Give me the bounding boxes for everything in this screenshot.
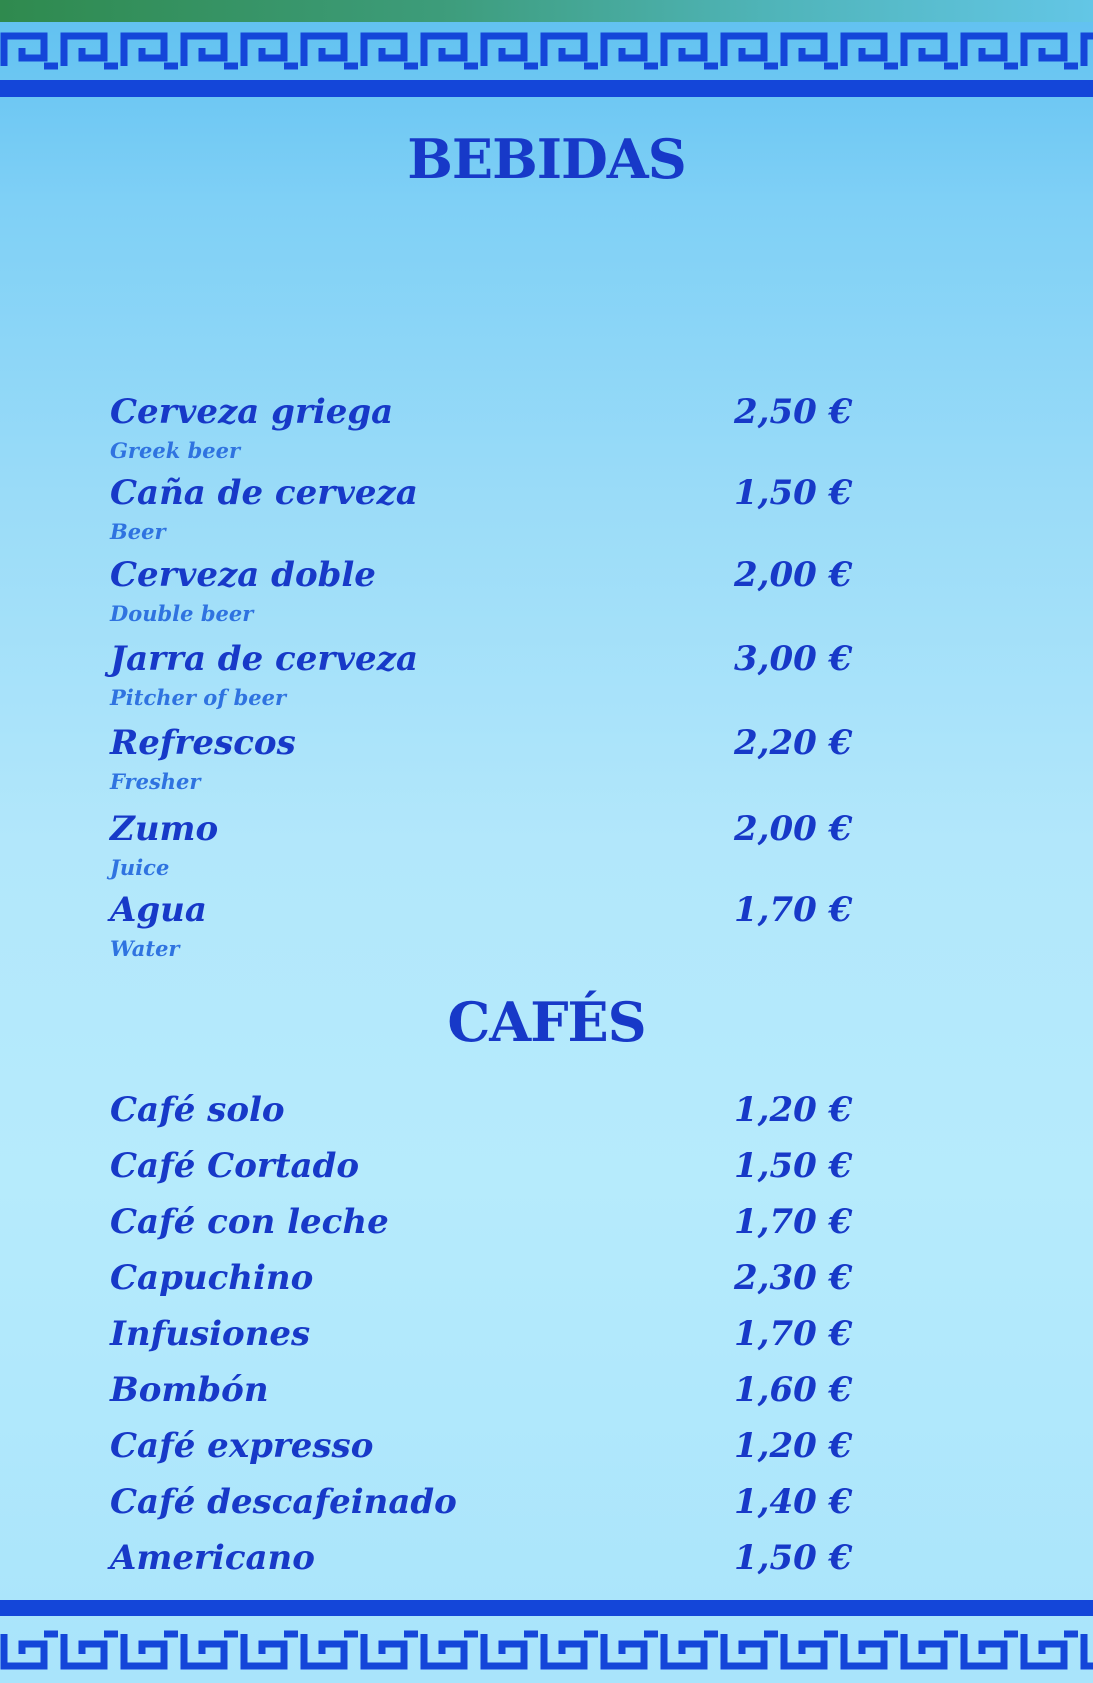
item-price: 1,40 € — [734, 1482, 853, 1522]
item-price: 2,00 € — [734, 555, 853, 595]
item-name: Bombón — [110, 1370, 269, 1410]
item-price: 2,50 € — [734, 392, 853, 432]
item-name: Zumo — [110, 809, 219, 849]
menu-item — [110, 392, 853, 463]
item-name: Café con leche — [110, 1202, 389, 1242]
menu-item — [110, 639, 853, 710]
top-border-rule — [0, 80, 1093, 97]
item-price: 1,50 € — [734, 1538, 853, 1578]
bottom-border-rule — [0, 1600, 1093, 1616]
item-price: 2,00 € — [734, 809, 853, 849]
item-price: 2,20 € — [734, 723, 853, 763]
menu-item — [110, 1426, 853, 1472]
item-translation: Juice — [110, 855, 170, 880]
item-name: Café descafeinado — [110, 1482, 457, 1522]
item-name: Americano — [110, 1538, 315, 1578]
item-translation: Fresher — [110, 769, 201, 794]
item-name: Café expresso — [110, 1426, 374, 1466]
section-title-cafes: CAFÉS — [447, 990, 646, 1054]
item-translation: Beer — [110, 519, 166, 544]
item-price: 2,30 € — [734, 1258, 853, 1298]
greek-key-border-top — [0, 22, 1093, 80]
item-price: 3,00 € — [734, 639, 853, 679]
menu-item — [110, 809, 853, 880]
item-name: Cerveza doble — [110, 555, 376, 595]
top-decor-strip — [0, 0, 1093, 22]
greek-key-border-bottom — [0, 1622, 1093, 1680]
menu-item — [110, 1538, 853, 1584]
menu-item — [110, 473, 853, 544]
item-name: Jarra de cerveza — [110, 639, 419, 679]
item-name: Café solo — [110, 1090, 285, 1130]
menu-item — [110, 890, 853, 961]
item-name: Café Cortado — [110, 1146, 360, 1186]
item-price: 1,70 € — [734, 1314, 853, 1354]
item-price: 1,50 € — [734, 1146, 853, 1186]
item-name: Cerveza griega — [110, 392, 394, 432]
item-name: Capuchino — [110, 1258, 314, 1298]
menu-item — [110, 1202, 853, 1248]
item-price: 1,70 € — [734, 890, 853, 930]
item-name: Caña de cerveza — [110, 473, 418, 513]
item-translation: Double beer — [110, 601, 254, 626]
menu-item — [110, 555, 853, 626]
item-price: 1,20 € — [734, 1090, 853, 1130]
item-name: Agua — [110, 890, 207, 930]
menu-item — [110, 1314, 853, 1360]
menu-item — [110, 1258, 853, 1304]
item-translation: Pitcher of beer — [110, 685, 287, 710]
menu-item — [110, 1370, 853, 1416]
item-name: Refrescos — [110, 723, 296, 763]
item-price: 1,20 € — [734, 1426, 853, 1466]
menu-item — [110, 1482, 853, 1528]
menu-item — [110, 1090, 853, 1136]
item-price: 1,50 € — [734, 473, 853, 513]
item-translation: Water — [110, 936, 180, 961]
item-name: Infusiones — [110, 1314, 311, 1354]
menu-item — [110, 1146, 853, 1192]
item-translation: Greek beer — [110, 438, 241, 463]
section-title-bebidas: BEBIDAS — [407, 127, 686, 191]
item-price: 1,70 € — [734, 1202, 853, 1242]
item-price: 1,60 € — [734, 1370, 853, 1410]
menu-item — [110, 723, 853, 794]
